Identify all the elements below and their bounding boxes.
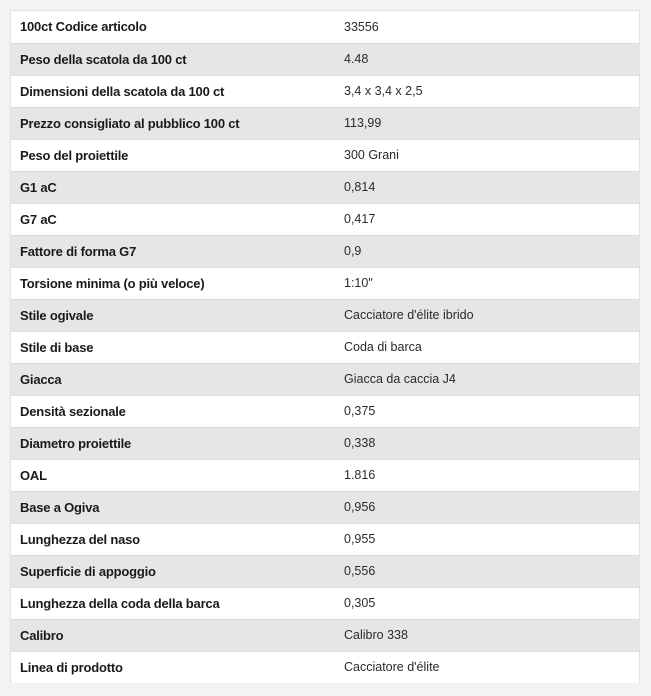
spec-value: 0,375 xyxy=(344,404,376,418)
spec-value: 0,814 xyxy=(344,180,376,194)
spec-value: 33556 xyxy=(344,19,379,34)
table-row xyxy=(11,459,639,491)
spec-label: G1 aC xyxy=(20,179,57,195)
spec-label: Peso della scatola da 100 ct xyxy=(20,51,187,67)
spec-label: Stile ogivale xyxy=(20,307,94,323)
table-row xyxy=(11,235,639,267)
spec-label: Lunghezza del naso xyxy=(20,531,140,547)
spec-value: Calibro 338 xyxy=(344,628,408,642)
table-row xyxy=(11,75,639,107)
spec-label: 100ct Codice articolo xyxy=(20,19,147,35)
table-row xyxy=(11,587,639,619)
spec-label: Torsione minima (o più veloce) xyxy=(20,275,205,291)
table-row xyxy=(11,171,639,203)
spec-table-body xyxy=(11,11,639,683)
spec-value: 3,4 x 3,4 x 2,5 xyxy=(344,84,423,98)
table-row xyxy=(11,619,639,651)
spec-label: Fattore di forma G7 xyxy=(20,243,137,259)
table-row xyxy=(11,427,639,459)
table-row xyxy=(11,363,639,395)
spec-label: Densità sezionale xyxy=(20,403,126,419)
spec-value: Giacca da caccia J4 xyxy=(344,372,456,386)
spec-value: 113,99 xyxy=(344,116,382,130)
spec-label: Peso del proiettile xyxy=(20,147,129,163)
table-row xyxy=(11,299,639,331)
spec-label: Dimensioni della scatola da 100 ct xyxy=(20,83,225,99)
table-row xyxy=(11,491,639,523)
spec-value: 0,956 xyxy=(344,500,376,514)
spec-label: Diametro proiettile xyxy=(20,435,132,451)
spec-value: 300 Grani xyxy=(344,148,399,162)
spec-label: Linea di prodotto xyxy=(20,659,123,675)
spec-label: Stile di base xyxy=(20,339,94,355)
spec-value: Cacciatore d'élite xyxy=(344,660,440,675)
table-row xyxy=(11,395,639,427)
table-row xyxy=(11,43,639,75)
spec-value: Coda di barca xyxy=(344,340,422,354)
table-row xyxy=(11,267,639,299)
spec-label: Giacca xyxy=(20,371,62,387)
spec-label: Lunghezza della coda della barca xyxy=(20,595,220,611)
table-row xyxy=(11,139,639,171)
spec-value: 0,9 xyxy=(344,244,362,258)
spec-label: G7 aC xyxy=(20,211,57,227)
spec-value: 1.816 xyxy=(344,468,376,482)
spec-value: 0,338 xyxy=(344,436,376,450)
table-row xyxy=(11,555,639,587)
spec-value: 1:10" xyxy=(344,276,373,290)
spec-table xyxy=(11,11,639,683)
spec-value: Cacciatore d'élite ibrido xyxy=(344,308,474,322)
spec-value: 4.48 xyxy=(344,52,369,66)
spec-table-container xyxy=(10,10,640,683)
table-row xyxy=(11,203,639,235)
spec-label: Superficie di appoggio xyxy=(20,563,156,579)
table-row xyxy=(11,11,639,43)
table-row xyxy=(11,523,639,555)
spec-value: 0,305 xyxy=(344,596,376,610)
spec-label: OAL xyxy=(20,467,47,483)
spec-value: 0,417 xyxy=(344,212,376,226)
spec-label: Base a Ogiva xyxy=(20,499,100,515)
spec-label: Prezzo consigliato al pubblico 100 ct xyxy=(20,115,240,131)
table-row xyxy=(11,651,639,683)
table-row xyxy=(11,107,639,139)
spec-label: Calibro xyxy=(20,627,64,643)
spec-value: 0,955 xyxy=(344,532,376,546)
spec-value: 0,556 xyxy=(344,564,376,578)
table-row xyxy=(11,331,639,363)
